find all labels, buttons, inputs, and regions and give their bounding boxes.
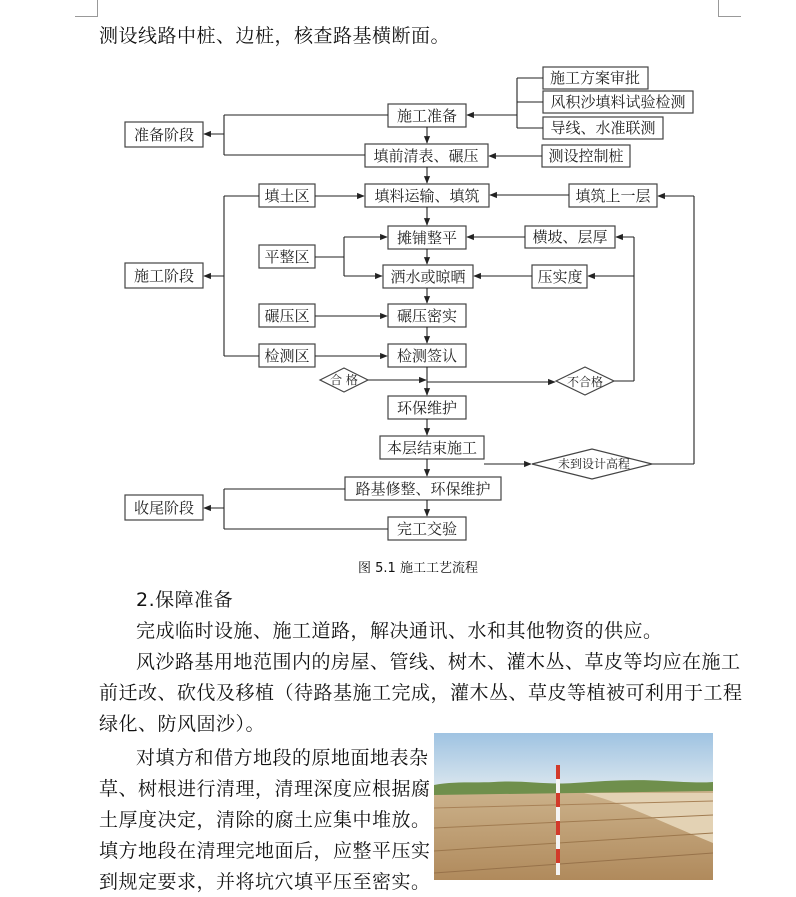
figure-caption: 图 5.1 施工工艺流程 (358, 561, 478, 576)
stage-label-finish: 收尾阶段 (133, 499, 195, 517)
node-roll-compact: 碾压密实 (396, 307, 458, 325)
paragraph-3-line-2: 草、树根进行清理，清理深度应根据腐 (99, 778, 431, 800)
zone-inspect: 检测区 (264, 347, 310, 365)
node-slope: 横坡、层厚 (532, 228, 608, 246)
paragraph-3-line-5: 到规定要求，并将坑穴填平压至密实。 (99, 871, 431, 893)
node-spread: 摊铺整平 (396, 229, 458, 247)
node-construction-prep: 施工准备 (396, 107, 458, 125)
paragraph-3-line-4: 填方地段在清理完地面后，应整平压实 (99, 840, 431, 862)
paragraph-3-line-1: 对填方和借方地段的原地面地表杂 (136, 747, 429, 769)
intro-line: 测设线路中桩、边桩，核查路基横断面。 (99, 25, 451, 47)
node-control-stakes: 测设控制桩 (548, 147, 624, 165)
node-acceptance: 完工交验 (396, 520, 458, 538)
diamond-pass-label: 合 格 (330, 373, 358, 387)
node-water-dry: 洒水或晾晒 (390, 268, 466, 286)
zone-level: 平整区 (264, 248, 310, 266)
diamond-fail-label: 不合格 (566, 375, 604, 389)
paragraph-1: 完成临时设施、施工道路，解决通讯、水和其他物资的供应。 (136, 620, 663, 642)
node-sand-test: 风积沙填料试验检测 (550, 93, 686, 111)
stage-label-construct: 施工阶段 (133, 267, 195, 285)
site-photo (434, 733, 713, 880)
stage-label-prepare: 准备阶段 (133, 126, 195, 144)
paragraph-3-line-3: 土厚度决定，清除的腐土应集中堆放。 (99, 809, 431, 831)
node-layer-end: 本层结束施工 (386, 439, 478, 457)
node-survey: 导线、水准联测 (550, 119, 656, 137)
node-compaction: 压实度 (537, 268, 583, 286)
node-clearing: 填前清表、碾压 (373, 147, 479, 165)
paragraph-2-line-1: 风沙路基用地范围内的房屋、管线、树木、灌木丛、草皮等均应在施工 (136, 651, 741, 673)
node-plan-approval: 施工方案审批 (549, 69, 641, 87)
node-trim: 路基修整、环保维护 (355, 480, 491, 498)
node-transport: 填料运输、填筑 (374, 187, 480, 205)
paragraph-2-line-2: 前迁改、砍伐及移植（待路基施工完成，灌木丛、草皮等植被可利用于工程 (99, 682, 743, 704)
zone-fill: 填土区 (264, 187, 310, 205)
zone-roll: 碾压区 (264, 307, 310, 325)
node-next-layer: 填筑上一层 (575, 187, 651, 205)
node-inspect-sign: 检测签认 (396, 347, 458, 365)
paragraph-2-line-3: 绿化、防风固沙）。 (99, 713, 266, 735)
node-env-protect: 环保维护 (396, 399, 458, 417)
section-heading: 2.保障准备 (136, 589, 234, 611)
diamond-not-reach-label: 未到设计高程 (557, 457, 631, 471)
